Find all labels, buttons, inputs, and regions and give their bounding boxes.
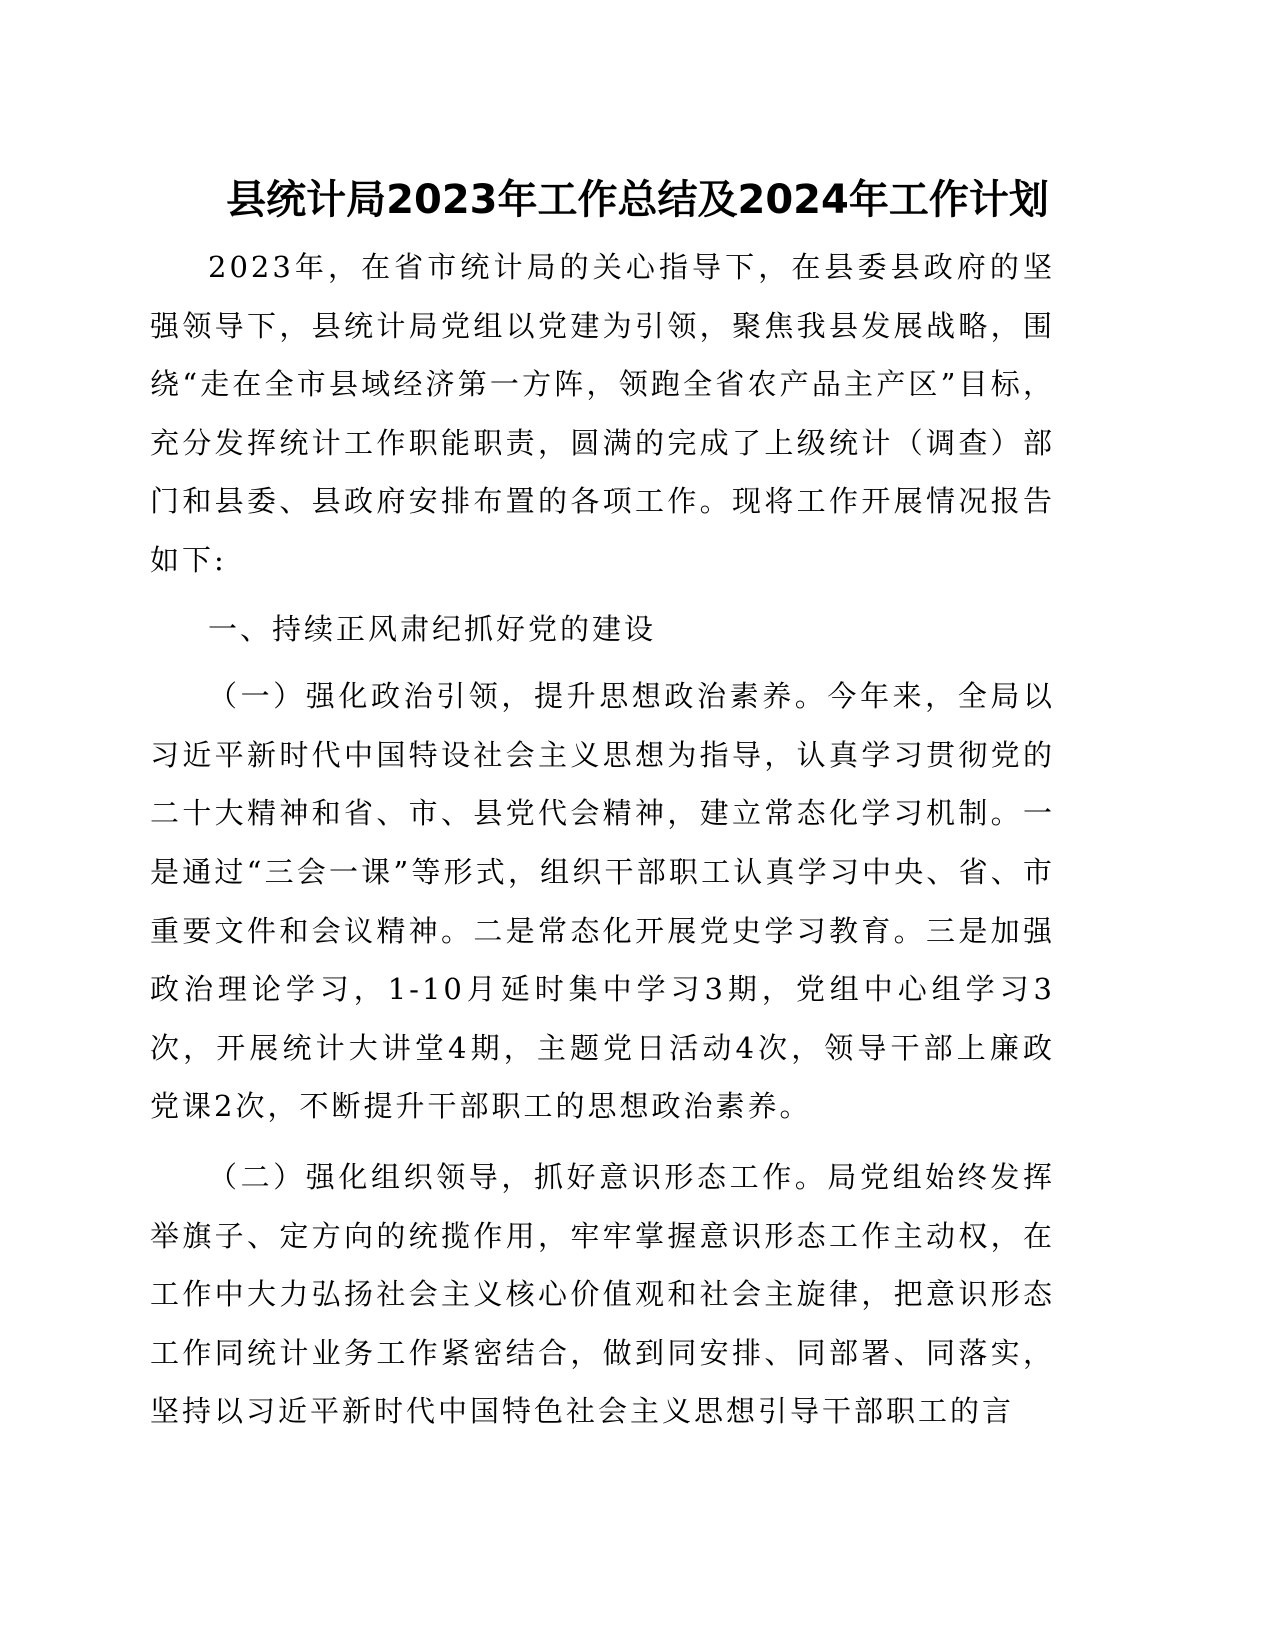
- section-heading-1: 一、持续正风肃纪抓好党的建设: [208, 611, 657, 646]
- paragraph-2: （二）强化组织领导，抓好意识形态工作。局党组始终发挥举旗子、定方向的统揽作用，牢牢掌握意识形态工作主动权，在工作中大力弘扬社会主义核心价值观和社会主旋律，把意识形态工作同统计业务工作紧密结合，做到同安排、同部署、同落实，坚持以习近平新时代中国特色社会主义思想引导干部职工的言: [150, 1159, 1055, 1429]
- paragraph-1: （一）强化政治引领，提升思想政治素养。今年来，全局以习近平新时代中国特设社会主义思想为指导，认真学习贯彻党的二十大精神和省、市、县党代会精神，建立常态化学习机制。一是通过“三会一课”等形式，组织干部职工认真学习中央、省、市重要文件和会议精神。二是常态化开展党史学习教育。三是加强政治理论学习，1-10月延时集中学习3期，党组中心组学习3次，开展统计大讲堂4期，主题党日活动4次，领导干部上廉政党课2次，不断提升干部职工的思想政治素养。: [150, 679, 1055, 1124]
- document-body: [150, 238, 1055, 1441]
- intro-paragraph: 2023年，在省市统计局的关心指导下，在县委县政府的坚强领导下，县统计局党组以党建为引领，聚焦我县发展战略，围绕“走在全市县域经济第一方阵，领跑全省农产品主产区”目标，充分发挥统计工作职能职责，圆满的完成了上级统计（调查）部门和县委、县政府安排布置的各项工作。现将工作开展情况报告如下:: [150, 250, 1055, 577]
- document-title: 县统计局2023年工作总结及2024年工作计划: [226, 177, 1049, 223]
